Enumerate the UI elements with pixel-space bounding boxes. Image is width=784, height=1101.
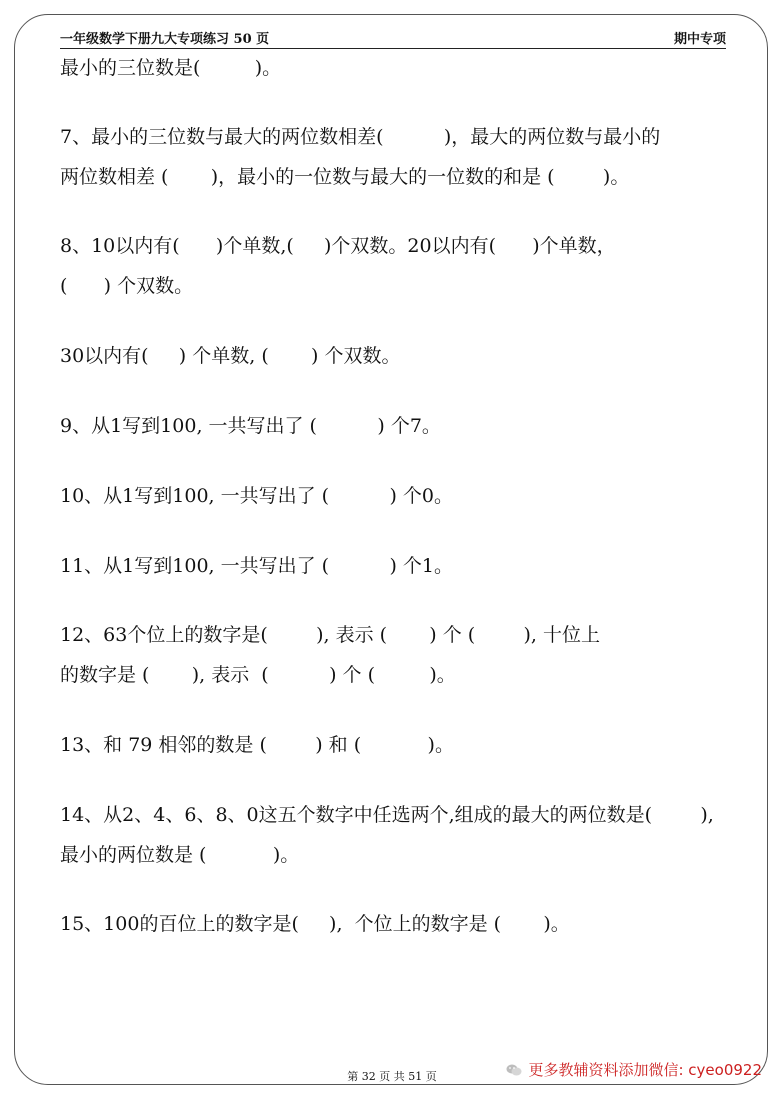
question-13: 13、和 79 相邻的数是 ( ) 和 ( )。 [60,734,454,756]
question-14-line-2: 最小的两位数是 ( )。 [60,844,300,866]
page-number: 第 32 页 共 51 页 [347,1070,437,1083]
question-11: 11、从1写到100, 一共写出了 ( ) 个1。 [60,555,453,577]
header-title: 一年级数学下册九大专项练习 50 页 [60,32,270,47]
watermark-text: 更多教辅资料添加微信: cyeo0922 [528,1061,762,1079]
question-8-line-3: 30以内有( ) 个单数, ( ) 个双数。 [60,345,401,367]
question-6-tail: 最小的三位数是( )。 [60,57,282,79]
question-8-line-1: 8、10以内有( )个单数,( )个双数。20以内有( )个单数， [60,235,616,257]
watermark [506,1059,762,1080]
question-15: 15、100的百位上的数字是( ), 个位上的数字是 ( )。 [60,913,570,935]
header-section: 期中专项 [673,32,726,47]
question-14-line-1: 14、从2、4、6、8、0这五个数字中任选两个,组成的最大的两位数是( ), [60,804,714,826]
question-7-line-1: 7、最小的三位数与最大的两位数相差( )，最大的两位数与最小的 [60,126,661,148]
question-9: 9、从1写到100, 一共写出了 ( ) 个7。 [60,415,441,437]
question-8-line-2: ( ) 个双数。 [60,275,194,297]
page-header [60,28,726,49]
wechat-icon [506,1063,522,1077]
question-12-line-1: 12、63个位上的数字是( ), 表示 ( ) 个 ( ), 十位上 [60,624,601,646]
question-12-line-2: 的数字是 ( ), 表示 ( ) 个 ( )。 [60,664,456,686]
question-7-line-2: 两位数相差 ( )，最小的一位数与最大的一位数的和是 ( )。 [60,166,630,188]
question-10: 10、从1写到100, 一共写出了 ( ) 个0。 [60,485,453,507]
